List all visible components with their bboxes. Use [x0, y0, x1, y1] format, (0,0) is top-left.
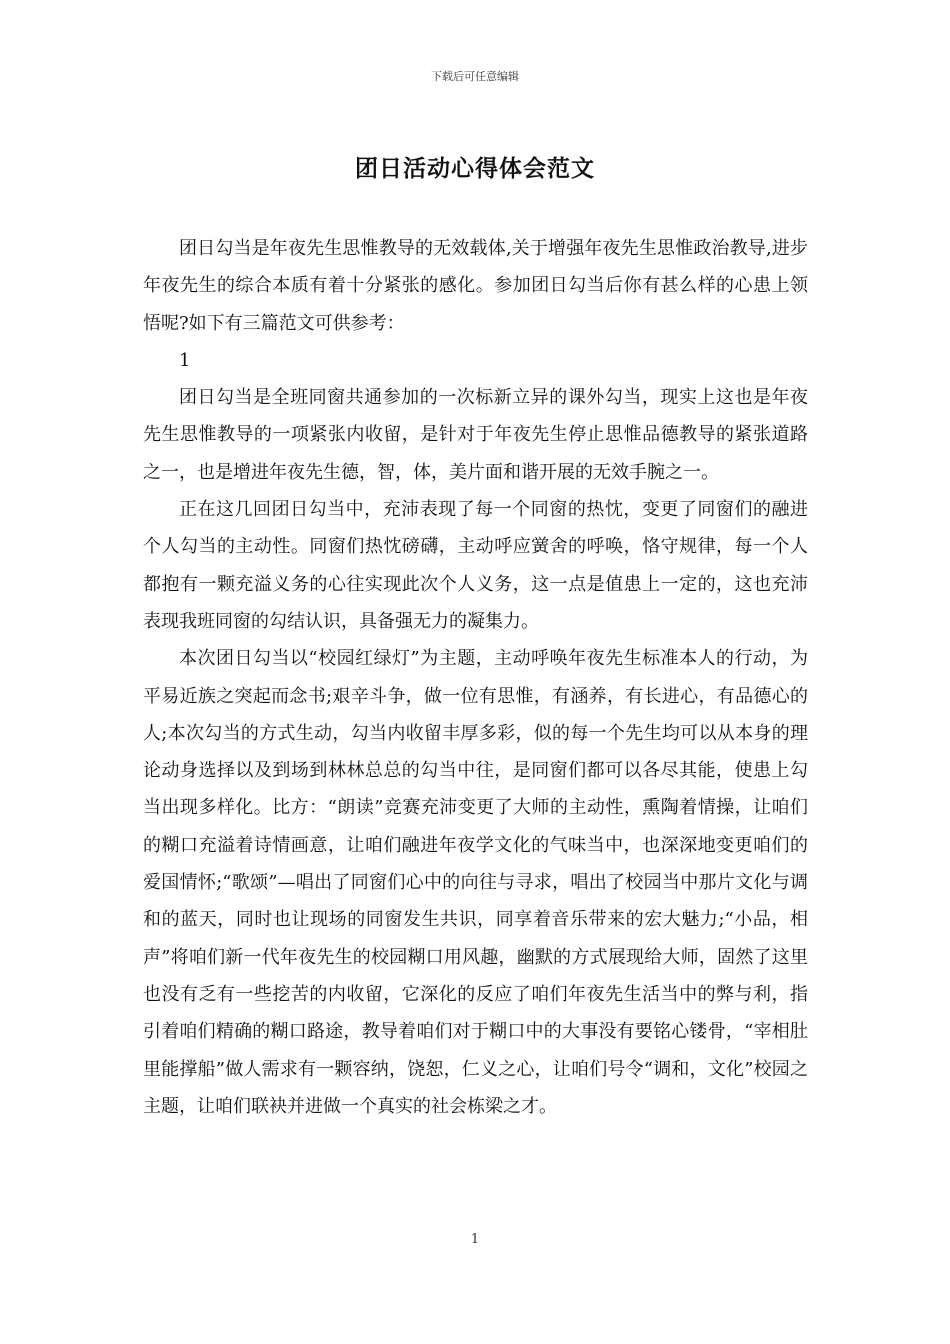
- document-body: [143, 230, 808, 1125]
- document-title: 团日活动心得体会范文: [355, 156, 595, 182]
- page-number: 1: [470, 1232, 480, 1247]
- section-number: 1: [179, 349, 191, 371]
- intro-paragraph: 团日勾当是年夜先生思惟教导的无效载体,关于增强年夜先生思惟政治教导,进步年夜先生的综合本质有着十分紧张的感化。参加团日勾当后你有甚么样的心患上领悟呢?如下有三篇范文可供参考：: [143, 238, 808, 334]
- header-note: 下载后可任意编辑: [431, 70, 519, 83]
- body-paragraph-2: 正在这几回团日勾当中，充沛表现了每一个同窗的热忱，变更了同窗们的融进个人勾当的主动性。同窗们热忱磅礴，主动呼应黉舍的呼唤，恪守规律，每一个人都抱有一颗充溢义务的心往实现此次个人义务，这一点是值患上一定的，这也充沛表现我班同窗的勾结认识，具备强无力的凝集力。: [143, 499, 808, 632]
- body-paragraph-1: 团日勾当是全班同窗共通参加的一次标新立异的课外勾当，现实上这也是年夜先生思惟教导的一项紧张内收留，是针对于年夜先生停止思惟品德教导的紧张道路之一，也是增进年夜先生德，智，体，美片面和谐开展的无效手腕之一。: [143, 387, 808, 483]
- body-paragraph-3: 本次团日勾当以“校园红绿灯”为主题，主动呼唤年夜先生标准本人的行动，为平易近族之突起而念书;艰辛斗争，做一位有思惟，有涵养，有长进心，有品德心的人;本次勾当的方式生动，勾当内收留丰厚多彩，似的每一个先生均可以从本身的理论动身选择以及到场到林林总总的勾当中往，是同窗们都可以各尽其能，使患上勾当出现多样化。比方：“朗读”竞赛充沛变更了大师的主动性，熏陶着情操，让咱们的糊口充溢着诗情画意，让咱们融进年夜学文化的气味当中，也深深地变更咱们的爱国情怀;“歌颂”—唱出了同窗们心中的向往与寻求，唱出了校园当中那片文化与调和的蓝天，同时也让现场的同窗发生共识，同享着音乐带来的宏大魅力;“小品，相声”将咱们新一代年夜先生的校园糊口用风趣，幽默的方式展现给大师，固然了这里也没有乏有一些挖苦的内收留，它深化的反应了咱们年夜先生活当中的弊与利，指引着咱们精确的糊口路途，教导着咱们对于糊口中的大事没有要铭心镂骨，“宰相肚里能撑船”做人需求有一颗容纳，饶恕，仁义之心，让咱们号令“调和，文化”校园之主题，让咱们联袂并进做一个真实的社会栋梁之才。: [143, 648, 808, 1117]
